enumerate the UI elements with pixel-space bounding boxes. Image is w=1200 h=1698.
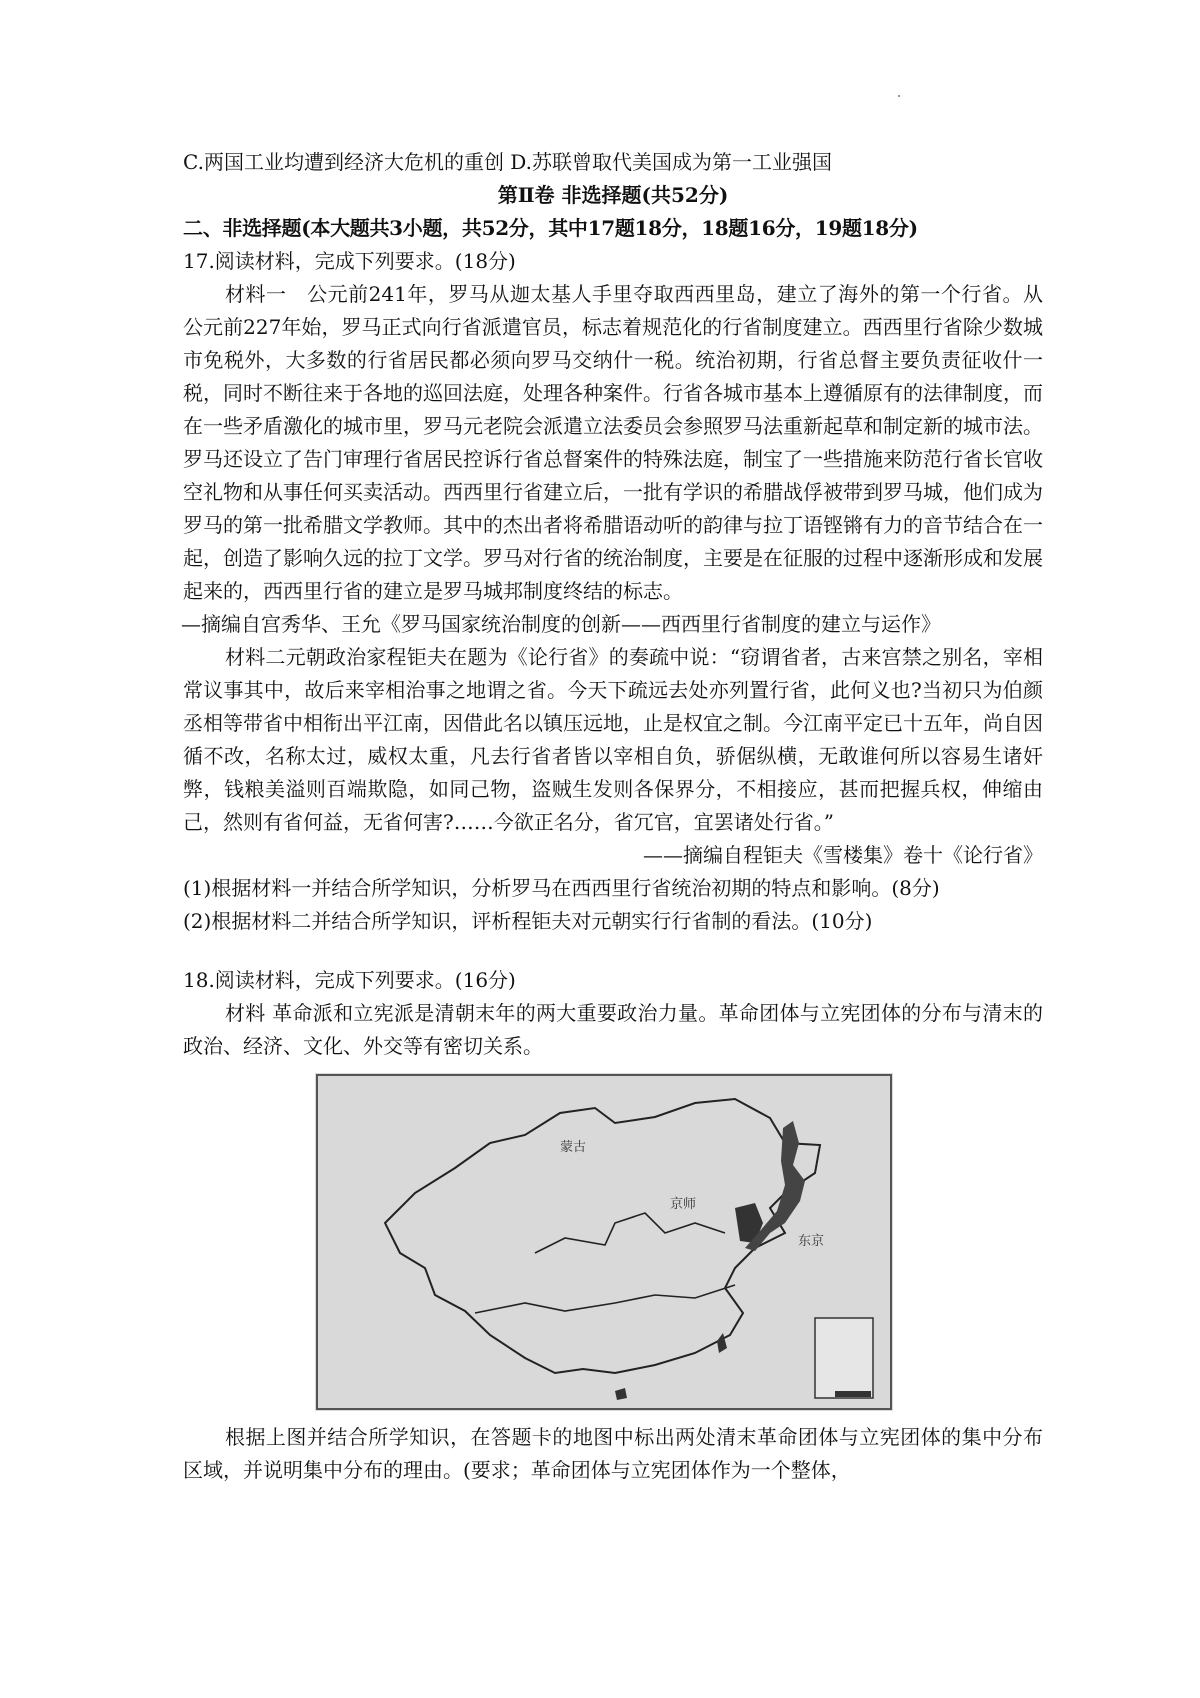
legend-box	[815, 1318, 873, 1398]
q17-material-2-source: ——摘编自程钜夫《雪楼集》卷十《论行省》	[643, 843, 1043, 867]
stray-dot	[898, 95, 900, 97]
q17-requirement-2: (2)根据材料二并结合所学知识，评析程钜夫对元朝实行行省制的看法。(10分)	[183, 909, 873, 933]
map-svg	[315, 1073, 893, 1411]
taiwan	[717, 1333, 727, 1353]
label-capital: 京师	[670, 1197, 697, 1212]
q18-task: 根据上图并结合所学知识，在答题卡的地图中标出两处清末革命团体与立宪团体的集中分布区域，并说明集中分布的理由。(要求；革命团体与立宪团体作为一个整体，	[183, 1425, 1043, 1482]
exam-page	[183, 146, 1043, 1487]
q17-stem: 17.阅读材料，完成下列要求。(18分)	[183, 249, 516, 273]
q17-material-1: 材料一 公元前241年，罗马从迦太基人手里夺取西西里岛，建立了海外的第一个行省。从公元前227年始，罗马正式向行省派遣官员，标志着规范化的行省制度建立。西西里行省除少数城市免税外，大多数的行省居民都必须向罗马交纳什一税。统治初期，行省总督主要负责征收什一税，同时不断往来于各地的巡回法庭，处理各种案件。行省各城市基本上遵循原有的法律制度，而在一些矛盾激化的城市里，罗马元老院会派遣立法委员会参照罗马法重新起草和制定新的城市法。罗马还设立了告门审理行省居民控诉行省总督案件的特殊法庭，制宝了一些措施来防范行省长官收空礼物和从事任何买卖活动。西西里行省建立后，一批有学识的希腊战俘被带到罗马城，他们成为罗马的第一批希腊文学教师。其中的杰出者将希腊语动听的韵律与拉丁语铿锵有力的音节结合在一起，创造了影响久远的拉丁文学。罗马对行省的统治制度，主要是在征服的过程中逐渐形成和发展起来的，西西里行省的建立是罗马城邦制度终结的标志。	[183, 282, 1043, 603]
qing-map	[315, 1073, 893, 1411]
section-title: 第Ⅱ卷 非选择题(共52分)	[497, 183, 729, 207]
q16-options: C.两国工业均遭到经济大危机的重创 D.苏联曾取代美国成为第一工业强国	[183, 150, 832, 174]
yangtze-river	[475, 1285, 735, 1313]
label-mongolia: 蒙古	[560, 1140, 587, 1155]
hainan	[615, 1388, 627, 1400]
label-tokyo: 东京	[798, 1234, 825, 1249]
q18-stem: 18.阅读材料，完成下列要求。(16分)	[183, 968, 516, 992]
section-subtitle: 二、非选择题(本大题共3小题，共52分，其中17题18分，18题16分，19题18分)	[183, 216, 918, 240]
q17-material-1-source: —摘编自宫秀华、王允《罗马国家统治制度的创新——西西里行省制度的建立与运作》	[181, 612, 941, 636]
yellow-river	[535, 1213, 725, 1253]
q18-material: 材料 革命派和立宪派是清朝末年的两大重要政治力量。革命团体与立宪团体的分布与清末的政治、经济、文化、外交等有密切关系。	[183, 1001, 1043, 1058]
scale-bar	[835, 1391, 871, 1397]
q17-requirement-1: (1)根据材料一并结合所学知识，分析罗马在西西里行省统治初期的特点和影响。(8分)	[183, 876, 940, 900]
q17-material-2: 材料二元朝政治家程钜夫在题为《论行省》的奏疏中说：“窃谓省者，古来宫禁之别名，宰相常议事其中，故后来宰相治事之地谓之省。今天下疏远去处亦列置行省，此何义也?当初只为伯颜丞相等带省中相衔出平江南，因借此名以镇压远地，止是权宜之制。今江南平定已十五年，尚自因循不改，名称太过，威权太重，凡去行省者皆以宰相自负，骄倨纵横，无敢谁何所以容易生诸奸弊，钱粮美溢则百端欺隐，如同己物，盗贼生发则各保界分，不相接应，甚而把握兵权，伸缩由己，然则有省何益，无省何害?……今欲正名分，省冗官，宜罢诸处行省。”	[183, 645, 1043, 834]
